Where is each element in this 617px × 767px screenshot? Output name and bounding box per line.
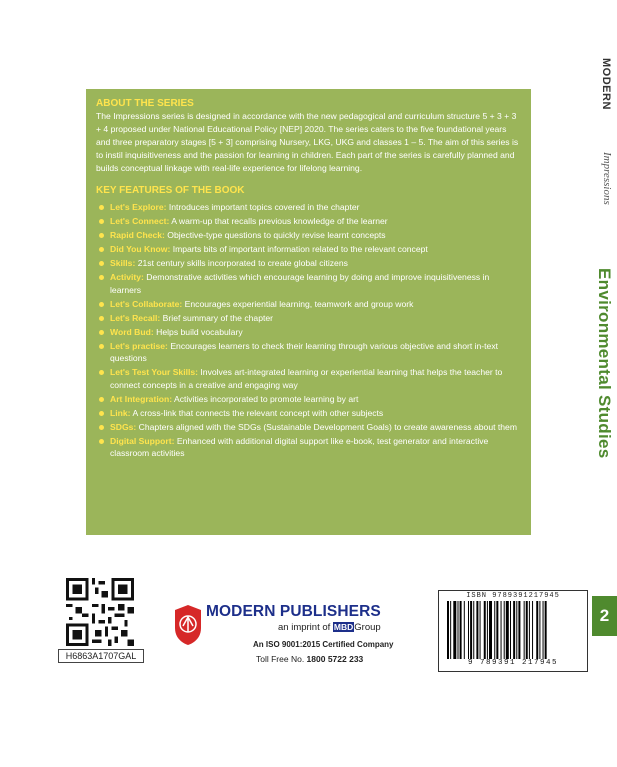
barcode-number: 9 789391 217945	[467, 659, 558, 667]
features-list	[96, 201, 521, 460]
publisher-logo-icon	[173, 604, 203, 646]
spine-brand: MODERN	[600, 58, 612, 110]
publisher-imprint: an imprint of MBDGroup	[278, 622, 381, 633]
feature-item	[96, 435, 521, 460]
feature-item	[96, 215, 521, 228]
feature-description: Brief summary of the chapter	[160, 312, 274, 323]
feature-term: Did You Know:	[110, 244, 171, 254]
feature-term: Let's Explore:	[110, 202, 167, 212]
feature-item	[96, 201, 521, 214]
feature-term: Link:	[110, 407, 131, 418]
feature-description: Imparts bits of important information related to the relevant concept	[170, 244, 428, 254]
feature-item	[96, 298, 521, 311]
feature-description: Encourages experiential learning, teamwork and group work	[182, 298, 414, 309]
feature-item	[96, 407, 521, 420]
spine-subject: Environmental Studies	[595, 268, 614, 459]
feature-item	[96, 421, 521, 434]
feature-description: A cross-link that connects the relevant concept with other subjects	[130, 407, 384, 418]
about-title: ABOUT THE SERIES	[96, 98, 194, 109]
qr-label: H6863A1707GAL	[58, 649, 144, 663]
feature-term: Activity:	[110, 272, 144, 282]
feature-description: Objective-type questions to quickly revise learnt concepts	[164, 230, 386, 240]
publisher-name: MODERN PUBLISHERS	[206, 603, 381, 620]
feature-term: Skills:	[110, 258, 136, 268]
features-title: KEY FEATURES OF THE BOOK	[96, 185, 245, 196]
feature-term: Rapid Check:	[110, 230, 165, 240]
feature-description: Helps build vocabulary	[153, 326, 243, 337]
feature-term: Let's Collaborate:	[110, 298, 183, 309]
feature-description: Enhanced with additional digital support like e-book, test generator and interactive classroom activities	[110, 435, 489, 458]
feature-description: A warm-up that recalls previous knowledge of the learner	[169, 216, 388, 226]
feature-description: Involves art-integrated learning or experiential learning that helps the teacher to connect concepts in a creative and engaging way	[110, 367, 503, 390]
feature-description: Chapters aligned with the SDGs (Sustainable Development Goals) to create awareness about them	[136, 421, 517, 432]
feature-term: Let's practise:	[110, 340, 168, 351]
feature-item	[96, 312, 521, 325]
qr-code	[66, 578, 134, 646]
info-panel	[86, 89, 531, 535]
feature-description: Introduces important topics covered in the chapter	[166, 202, 360, 212]
feature-term: Word Bud:	[110, 326, 154, 337]
feature-item	[96, 326, 521, 339]
iso-certification: An ISO 9001:2015 Certified Company	[253, 640, 394, 649]
feature-item	[96, 340, 521, 365]
feature-term: SDGs:	[110, 421, 137, 432]
feature-item	[96, 366, 521, 391]
grade-badge: 2	[592, 596, 617, 636]
barcode	[438, 590, 588, 672]
feature-description: 21st century skills incorporated to create global citizens	[135, 258, 348, 268]
toll-free: Toll Free No. 1800 5722 233	[256, 654, 364, 664]
feature-term: Let's Connect:	[110, 216, 170, 226]
feature-description: Encourages learners to check their learning through various objective and short in-text questions	[110, 340, 499, 363]
barcode-bars	[447, 601, 579, 659]
feature-item	[96, 229, 521, 242]
feature-term: Let's Recall:	[110, 312, 161, 323]
feature-item	[96, 243, 521, 256]
about-text: The Impressions series is designed in accordance with the new pedagogical and curriculum structure 5 + 3 + 3 + 4 proposed under National Educational Policy [NEP] 2020. The series caters to the five foundational years and three preparatory stages [5 + 3] comprising Nursery, LKG, UKG and classes 1 – 5. The aim of this series is to instil inquisitiveness and the passion for learning in children. Each part of the series is carefully planned and builds conceptual linkage with real-life experience for lifelong learning.	[96, 111, 519, 173]
feature-item	[96, 393, 521, 406]
feature-term: Digital Support:	[110, 435, 175, 446]
feature-term: Art Integration:	[110, 393, 173, 404]
feature-item	[96, 257, 521, 270]
spine-series: Impressions	[601, 152, 613, 205]
isbn-label: ISBN 9789391217945	[466, 592, 560, 600]
feature-item	[96, 271, 521, 296]
feature-description: Demonstrative activities which encourage learning by doing and improve inquisitiveness in learners	[110, 272, 490, 295]
feature-description: Activities incorporated to promote learning by art	[172, 393, 359, 404]
feature-term: Let's Test Your Skills:	[110, 367, 199, 377]
